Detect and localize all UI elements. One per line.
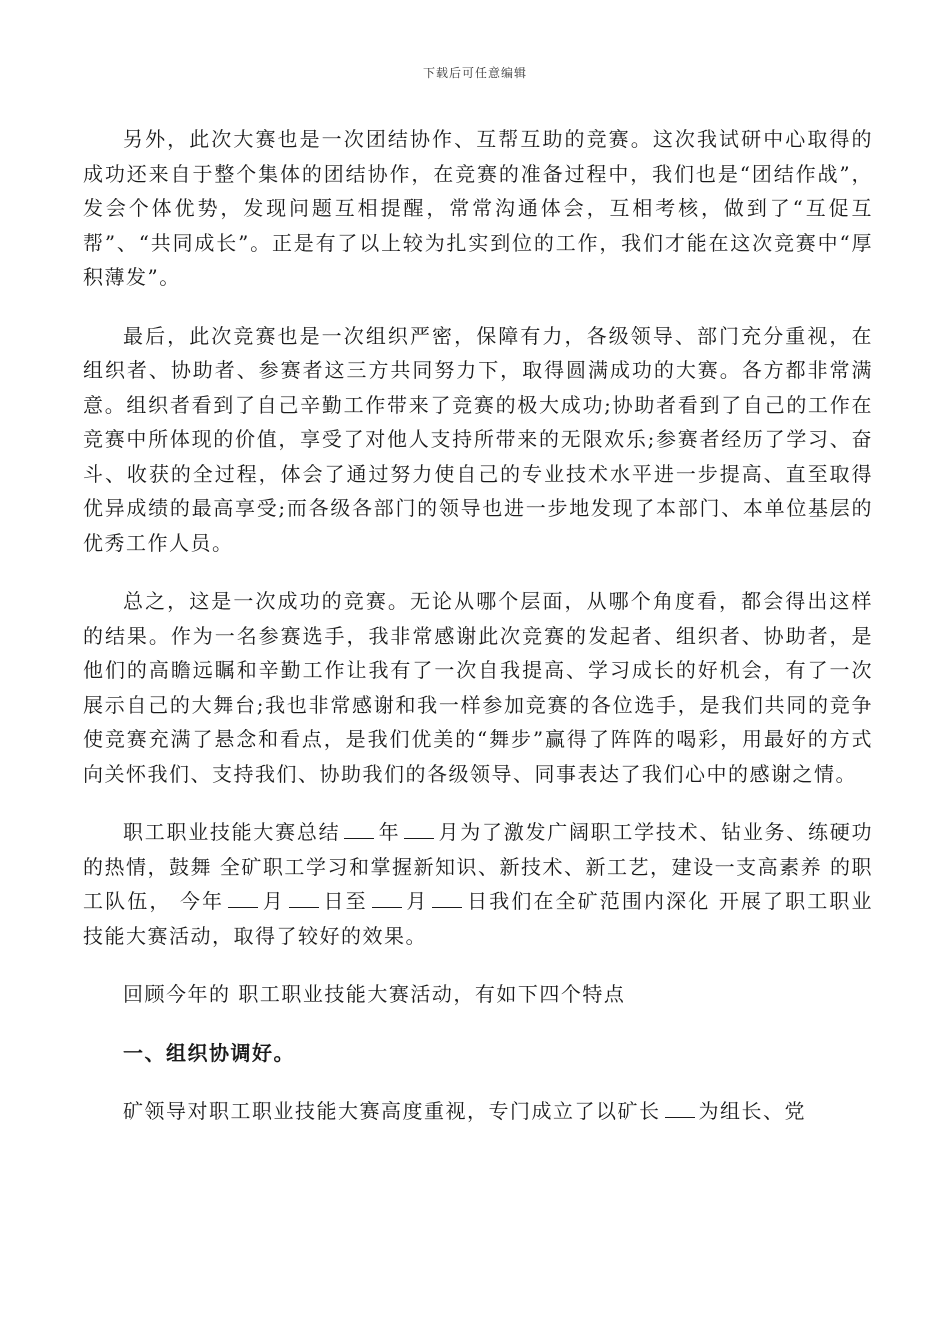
text-segment: 日我们在全矿范围内深化 开展了职工职业技能大赛活动，取得了较好的效果。 bbox=[83, 889, 874, 948]
paragraph-contest-summary bbox=[83, 815, 873, 953]
blank-end-day bbox=[432, 889, 462, 908]
blank-month bbox=[404, 820, 434, 839]
blank-mine-director bbox=[665, 1099, 695, 1118]
blank-start-day bbox=[289, 889, 319, 908]
page-header: 下载后可任意编辑 bbox=[422, 66, 527, 80]
blank-start-month bbox=[228, 889, 258, 908]
text-segment: 月为了激发广阔职工学技术、钻业务、练硬功的热情，鼓舞 全矿职工学习和掌握新知识、新技术、新工艺，建设一支高素养 的职工队伍， 今年 bbox=[83, 820, 873, 913]
text-segment: 月 bbox=[405, 889, 429, 913]
text-segment: 月 bbox=[262, 889, 285, 913]
document-body bbox=[83, 122, 873, 1153]
paragraph-leadership bbox=[83, 1094, 873, 1129]
paragraph-summary: 总之，这是一次成功的竞赛。无论从哪个层面，从哪个角度看，都会得出这样的结果。作为一名参赛选手，我非常感谢此次竞赛的发起者、组织者、协助者，是他们的高瞻远瞩和辛勤工作让我有了一次自我提高、学习成长的好机会，有了一次展示自己的大舞台;我也非常感谢和我一样参加竞赛的各位选手，是我们共同的竞争使竞赛充满了悬念和看点，是我们优美的“舞步”赢得了阵阵的喝彩，用最好的方式向关怀我们、支持我们、协助我们的各级领导、同事表达了我们心中的感谢之情。 bbox=[83, 589, 873, 786]
blank-year bbox=[344, 820, 374, 839]
paragraph-review: 回顾今年的 职工职业技能大赛活动，有如下四个特点 bbox=[123, 982, 626, 1006]
text-segment: 日至 bbox=[322, 889, 368, 913]
text-segment: 年 bbox=[378, 820, 401, 844]
paragraph-organization: 最后，此次竞赛也是一次组织严密，保障有力，各级领导、部门充分重视，在组织者、协助者、参赛者这三方共同努力下，取得圆满成功的大赛。各方都非常满意。组织者看到了自己辛勤工作带来了竞赛的极大成功;协助者看到了自己的工作在竞赛中所体现的价值，享受了对他人支持所带来的无限欢乐;参赛者经历了学习、奋斗、收获的全过程，体会了通过努力使自己的专业技术水平进一步提高、直至取得优异成绩的最高享受;而各级各部门的领导也进一步地发现了本部门、本单位基层的优秀工作人员。 bbox=[83, 323, 873, 555]
blank-end-month bbox=[372, 889, 402, 908]
section-heading: 一、组织协调好。 bbox=[123, 1040, 295, 1065]
text-segment: 为组长、党 bbox=[698, 1099, 806, 1123]
text-segment: 矿领导对职工职业技能大赛高度重视，专门成立了以矿长 bbox=[123, 1099, 661, 1123]
text-segment: 职工职业技能大赛总结 bbox=[123, 820, 341, 844]
paragraph-teamwork: 另外，此次大赛也是一次团结协作、互帮互助的竞赛。这次我试研中心取得的成功还来自于整个集体的团结协作，在竞赛的准备过程中，我们也是“团结作战”，发会个体优势，发现问题互相提醒，常常沟通体会，互相考核，做到了“互促互帮”、“共同成长”。正是有了以上较为扎实到位的工作，我们才能在这次竞赛中“厚积薄发”。 bbox=[83, 127, 873, 289]
